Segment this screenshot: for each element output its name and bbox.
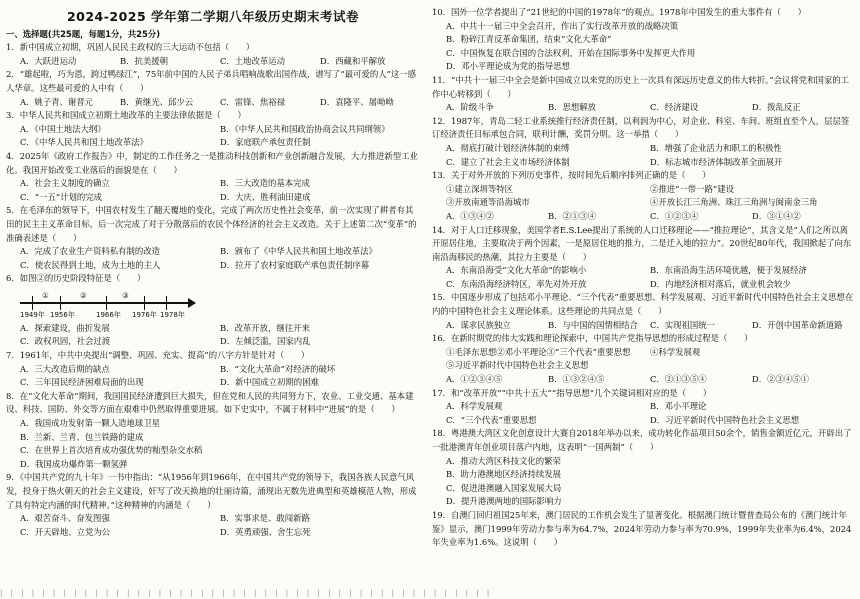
option[interactable]: C．土地改革运动: [220, 55, 286, 66]
option: [650, 359, 854, 373]
option[interactable]: ①毛泽东思想②邓小平理论③“三个代表”重要思想: [446, 346, 631, 357]
option[interactable]: B．东南沿海生活环境优越，便于发展经济: [650, 265, 807, 276]
option[interactable]: D．③①④②: [752, 210, 801, 221]
option[interactable]: D．新中国成立初期的困难: [220, 377, 319, 388]
question-list-c: [432, 6, 854, 550]
question-stem: 16．在新时期党的伟大实践和理论探索中，中国共产党指导思想的形成过程是（ ）: [432, 333, 753, 344]
question-options: [432, 264, 854, 291]
question-item: [432, 509, 854, 550]
option[interactable]: B．兰新、兰青、包兰铁路的建成: [20, 431, 144, 442]
option[interactable]: C．实现祖国统一: [650, 319, 716, 330]
timeline-figure: [20, 288, 190, 322]
option[interactable]: C．建立了社会主义市场经济体制: [446, 156, 570, 167]
option[interactable]: B．颁布了《中华人民共和国土地改革法》: [220, 246, 377, 257]
option[interactable]: A．大跃进运动: [20, 55, 77, 66]
option[interactable]: C．中国恢复在联合国的合法权利，开始在国际事务中发挥更大作用: [446, 47, 696, 58]
option[interactable]: C．“三个代表”重要思想: [446, 414, 537, 425]
option[interactable]: B．粉碎江青反革命集团，结束“文化大革命”: [446, 34, 612, 45]
question-options: [6, 363, 420, 390]
option[interactable]: D．标志城市经济体制改革全面展开: [650, 156, 783, 167]
option[interactable]: D．家庭联产承包责任制: [220, 137, 311, 148]
option[interactable]: A．推动大湾区科技文化的繁荣: [446, 455, 561, 466]
option[interactable]: B．助力港澳地区经济持续发展: [446, 469, 562, 480]
timeline-year-label: 1978年: [160, 310, 185, 319]
option[interactable]: B．增强了企业活力和职工的积极性: [650, 142, 782, 153]
question-item: [6, 204, 420, 272]
question-stem: 17．和“改革开放”“中共十五大”“指导思想”几个关键词相对应的是（ ）: [432, 387, 712, 398]
option[interactable]: ④开放长江三角洲、珠江三角洲与闽南金三角: [650, 197, 818, 208]
question-stem: 10．国外一位学者提出了“21世纪的中国的1978年”的观点。1978年中国发生的重大事件有（ ）: [432, 7, 807, 17]
timeline-stage-mark: ③: [122, 290, 129, 300]
question-item: [432, 169, 854, 210]
option[interactable]: B．与中国的国情相结合: [548, 319, 638, 330]
question-stem: 9．《中国共产党的九十年》一书中指出：“从1956年到1966年，在中国共产党的领导下，我国各族人民意气风发，投身于热火朝天的社会主义建设，奸写了改天换地的壮丽诗篇，涌现出无数先进典型和英雄模范人物，形成了具有特定内涵的时代精神。”这种精神的内涵是（ ）: [6, 472, 417, 510]
timeline-tick: [32, 296, 33, 310]
question-stem: 15．中国逐步形成了包括邓小平理论、“三个代表”重要思想、科学发展观、习近平新时代中国特色社会主义思想在内的中国特色社会主义理论体系。这些理论的共同点是（ ）: [432, 292, 854, 317]
question-stem: 19．自澳门回归祖国25年来，澳门居民的工作机会发生了显著变化。根据澳门统计暨普查局公布的《澳门统计年鉴》显示，澳门1999年劳动力参与率为64.7%，2024年劳动力参与率为70.9%，1999年失业率为6.4%，2024年失业率为1.6%。这说明（ ）: [432, 509, 852, 548]
option[interactable]: B．抗美援朝: [120, 55, 169, 66]
question-options: [6, 512, 420, 539]
option[interactable]: B．思想解放: [548, 102, 597, 113]
question-options: [432, 183, 854, 210]
option[interactable]: C．《中华人民共和国土地改革法》: [20, 137, 148, 148]
option[interactable]: D．拨乱反正: [752, 102, 801, 113]
question-options: [6, 96, 420, 110]
question-stem: 14．对于人口迁移现象，美国学者E.S.Lee提出了系统的人口迁移理论——“推拉理论”，其含义是“人们之所以离开原居住地，主要取决于两个因素，一是原居住地的推力，二是迁入地的拉力”。20世纪80年代，我国掀起了向东南沿海移民的热潮，其拉力主要是（ ）: [432, 224, 852, 262]
option[interactable]: C．开天辟地、立党为公: [20, 526, 111, 537]
option[interactable]: ②推进“一带一路”建设: [650, 183, 734, 194]
question-item: [432, 115, 854, 169]
option[interactable]: A．东南沿海受“文化大革命”的影响小: [446, 265, 587, 276]
question-stem: 2．“雄起啦，巧为恩，跨过鸭绿江”，75年前中国的人民子弟兵唱响战歌出国作战，谱写了“最可爱的人”这一感人华章。这些最可爱的人中有（ ）: [6, 69, 416, 93]
option[interactable]: C．雷锋、焦裕禄: [220, 96, 286, 107]
question-options: [6, 417, 420, 471]
option[interactable]: ①建立深圳等特区: [446, 183, 513, 194]
option[interactable]: A．我国成功发射第一颗人造地球卫星: [20, 418, 161, 429]
question-options: [432, 346, 854, 373]
option[interactable]: C．“一五”计划的完成: [20, 191, 102, 202]
question-stem: 3．中华人民共和国成立初期土地改革的主要法律依据是（ ）: [6, 110, 246, 121]
option[interactable]: C．促进港澳融入国家发展大局: [446, 482, 562, 493]
timeline-stage-mark: ②: [80, 290, 87, 300]
option[interactable]: D．大庆、胜利油田建成: [220, 191, 311, 202]
question-item: [432, 332, 854, 373]
option[interactable]: A．探索建设，曲折发展: [20, 322, 110, 333]
timeline-year-label: 1956年: [50, 310, 75, 319]
option[interactable]: B．三大改造的基本完成: [220, 178, 310, 189]
question-list-a: [6, 41, 420, 272]
question-item: [432, 74, 854, 115]
option[interactable]: C．在世界上首次培育成功强优势的籼型杂交水稻: [20, 445, 203, 456]
option[interactable]: B．改革开放，继往开来: [220, 322, 310, 333]
option[interactable]: ⑤习近平新时代中国特色社会主义思想: [446, 360, 589, 371]
timeline-stage-mark: ①: [42, 290, 49, 300]
scan-edge-marks: | | | | | | | | | | | | | | | | | | | | | | | | | | | | | | | | | | | | | | | | | | | | | | |: [0, 589, 493, 597]
question-item: [432, 210, 854, 224]
question-stem: 8．在“文化大革命”期间，我国国民经济遭到巨大损失，但在党和人民的共同努力下，农业、工业交通、基本建设、科技、国防、外交等方面在艰难中仍然取得重要进展。如下史实中，不属于材料中“进展”的是（ ）: [6, 390, 414, 415]
question-stem: 12．1987年，青岛二轻工业系统推行经济责任制，以利润为中心，对企业、科室、车间、班组直至个人，层层签订经济责任目标承包合同，联利计酬，奖罚分明。这一举措（ ）: [432, 115, 850, 140]
question-item: [432, 224, 854, 292]
option[interactable]: C．东南沿海经济特区，率先对外开放: [446, 278, 587, 289]
timeline-tick: [106, 296, 107, 310]
option[interactable]: D．开创中国革命新道路: [752, 319, 843, 330]
option[interactable]: B．邓小平理论: [650, 401, 707, 412]
question-stem: 1．新中国成立初期，巩固人民民主政权的三大运动不包括（ ）: [6, 42, 255, 53]
question-item: [6, 41, 420, 68]
option[interactable]: C．经济建设: [650, 102, 699, 113]
option[interactable]: D．提升港澳两地的国际影响力: [446, 496, 562, 507]
timeline-tick: [144, 296, 145, 310]
question-item: [6, 68, 420, 109]
left-column: [6, 6, 420, 539]
option[interactable]: A．阶级斗争: [446, 102, 494, 113]
option[interactable]: A．①②③④⑤: [446, 374, 503, 385]
option[interactable]: D．我国成功爆炸第一颗氢弹: [20, 458, 128, 469]
option[interactable]: C．使农民得到土地，成为土地的主人: [20, 259, 161, 270]
option[interactable]: C．三年国民经济困难局面的出现: [20, 377, 144, 388]
question-options: [432, 210, 854, 224]
question-list-b: [6, 349, 420, 539]
option[interactable]: B．实事求是、敢闯新路: [220, 513, 310, 524]
question-options: [6, 55, 420, 69]
option[interactable]: A．谋求民族独立: [446, 319, 511, 330]
question-item: [432, 291, 854, 332]
question-item: [6, 109, 420, 150]
question-item: [432, 6, 854, 74]
option[interactable]: C．政权巩固，社会过渡: [20, 336, 111, 347]
question-options: [432, 20, 854, 74]
option[interactable]: A．姚子青、谢晋元: [20, 96, 94, 107]
option[interactable]: D．邓小平理论成为党的指导思想: [446, 61, 570, 72]
option[interactable]: D．内地经济相对落后，就业机会较少: [650, 278, 791, 289]
option[interactable]: D．习近平新时代中国特色社会主义思想: [650, 414, 800, 425]
timeline-tick: [166, 296, 167, 310]
option[interactable]: A．三大改造后期的缺点: [20, 363, 110, 374]
option[interactable]: B．黄继光、邱少云: [120, 96, 194, 107]
timeline-arrow-icon: [188, 298, 196, 308]
question-item: [6, 471, 420, 539]
question-stem: 6．如图②的历史阶段特征是（ ）: [6, 273, 146, 284]
option[interactable]: C．②①③⑤④: [650, 374, 707, 385]
question-stem: 7．1961年，中共中央提出“调整、巩固、充实、提高”的八字方针是针对（ ）: [6, 350, 310, 361]
option[interactable]: ③开放南通等沿海城市: [446, 197, 530, 208]
question-item: [6, 150, 420, 204]
question-options: [6, 322, 420, 349]
option[interactable]: A．完成了农业生产资料私有制的改造: [20, 246, 161, 257]
question-item: [6, 390, 420, 472]
question-options: [432, 373, 854, 387]
timeline-year-label: 1949年: [20, 310, 45, 319]
option[interactable]: A．艰苦奋斗、奋发图强: [20, 513, 110, 524]
question-options: [432, 400, 854, 427]
question-options: [432, 101, 854, 115]
option[interactable]: A．中共十一届三中全会召开，作出了实行改革开放的战略决策: [446, 20, 679, 31]
question-item: [6, 349, 420, 390]
question-options: [432, 142, 854, 169]
option[interactable]: A．《中国土地法大纲》: [20, 123, 106, 134]
timeline-year-label: 1966年: [96, 310, 121, 319]
option[interactable]: ④科学发展观: [650, 346, 701, 357]
option[interactable]: D．西藏和平解放: [320, 55, 386, 66]
option[interactable]: A．社会主义制度的确立: [20, 178, 110, 189]
question-stem: 18．粤港澳大湾区文化创意设计大赛自2018年举办以来，成功转化作品项目50余个，销售金额近亿元，开辟出了一批港澳青年创业项目落户内地，这表明“一国两制”（ ）: [432, 428, 852, 452]
question-6: [6, 272, 420, 349]
question-item: [432, 427, 854, 509]
option[interactable]: C．①②③④: [650, 210, 699, 221]
timeline-tick: [60, 296, 61, 310]
right-column: [432, 6, 854, 550]
timeline-year-label: 1976年: [132, 310, 157, 319]
option[interactable]: B．“文化大革命”对经济的破坏: [220, 363, 336, 374]
question-options: [6, 123, 420, 150]
question-options: [432, 455, 854, 509]
question-options: [6, 245, 420, 272]
option[interactable]: D．左倾泛滥，国家内乱: [220, 336, 311, 347]
question-stem: 11．“中共十一届三中全会是新中国成立以来党的历史上一次具有深远历史意义的伟大转折。”会议将党和国家的工作中心转移到（ ）: [432, 74, 850, 99]
option[interactable]: D．②③④⑤①: [752, 374, 809, 385]
option[interactable]: D．袁隆平、屠呦呦: [320, 96, 394, 107]
section-heading: 一、选择题(共25题，每题1分，共25分): [6, 28, 161, 39]
question-item: [432, 387, 854, 428]
option[interactable]: B．《中华人民共和国政治协商会议共同纲领》: [220, 123, 390, 134]
question-stem: 4．2025年《政府工作报告》中，制定的工作任务之一是推动科技创新和产业创新融合发展，大力推进新型工业化。我国开始改变工业落后的面貌是在（ ）: [6, 150, 418, 175]
question-options: [6, 177, 420, 204]
option[interactable]: A．彻底打破计划经济体制的束缚: [446, 142, 570, 153]
question-stem: 5．在毛泽东的领导下，中国农村发生了翻天覆地的变化，完成了两次历史性社会变革，前一次实现了耕者有其田的民主主义革命目标，后一次完成了对于分散落后的农民个体经济的社会主义改造。关于上述第二次“变革”的准确表述是（ ）: [6, 205, 417, 243]
option[interactable]: D．拉开了农村家庭联产承包责任制序幕: [220, 259, 370, 270]
question-options: [432, 319, 854, 333]
option[interactable]: B．①③②④⑤: [548, 374, 605, 385]
question-item: [432, 373, 854, 387]
option[interactable]: D．英勇顽强、舍生忘死: [220, 526, 311, 537]
question-stem: 13．关于对外开放的下列历史事件，按时间先后顺序排列正确的是（ ）: [432, 170, 711, 181]
exam-title: 2024-2025 学年第二学期八年级历史期末考试卷: [66, 9, 360, 24]
option[interactable]: A．①③④②: [446, 210, 494, 221]
option[interactable]: B．②①③④: [548, 210, 597, 221]
option[interactable]: A．科学发展观: [446, 401, 503, 412]
